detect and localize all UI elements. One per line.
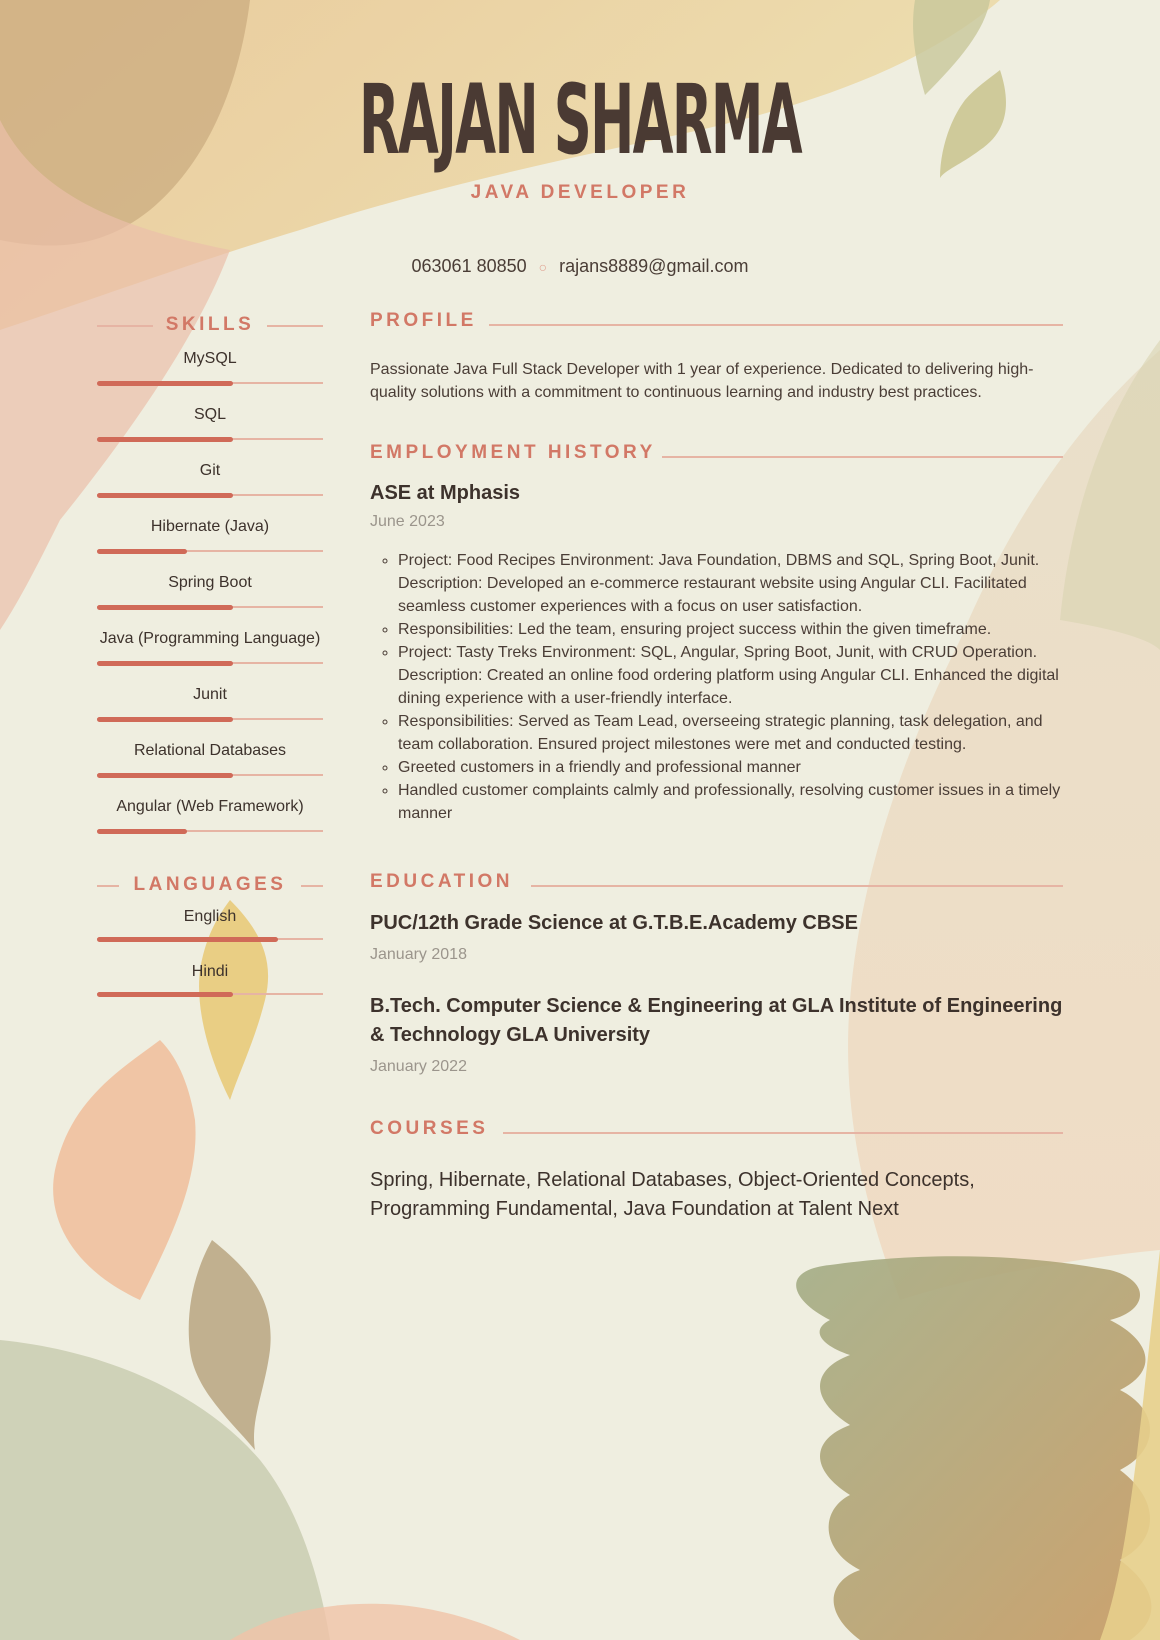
skill-level-fill [97, 437, 233, 442]
skill-item [97, 512, 323, 568]
lang-level-track [97, 938, 323, 940]
job-bullet: ◦ Project: Food Recipes Environment: Java Foundation, DBMS and SQL, Spring Boot, Junit. Description: Developed an e-commerce restaurant website using Angular CLI. Facilitated seamless customer experiences with a focus on user satisfaction. [398, 549, 1063, 618]
profile-text: Passionate Java Full Stack Developer with 1 year of experience. Dedicated to delivering high-quality solutions with a commitment to continuous learning and industry best practices. [370, 361, 1034, 401]
employment-heading-rule [662, 456, 1063, 458]
education-heading [370, 871, 1063, 905]
education-date: January 2018 [370, 946, 467, 963]
skills-heading [97, 310, 323, 344]
lang-level-track [97, 993, 323, 995]
skill-label: Java (Programming Language) [99, 630, 321, 647]
phone-number: 063061 80850 [411, 256, 527, 276]
skill-label: Git [199, 462, 221, 479]
courses-heading-text: COURSES [370, 1118, 489, 1139]
education-title: PUC/12th Grade Science at G.T.B.E.Academy CBSE [370, 912, 858, 934]
profile-heading-rule [489, 324, 1063, 326]
skill-level-fill [97, 829, 187, 834]
skill-item [97, 568, 323, 624]
skill-item [97, 624, 323, 680]
candidate-name: RAJAN SHARMA [359, 64, 801, 176]
skill-level-track [97, 830, 323, 832]
job-bullet: ◦ Project: Tasty Treks Environment: SQL, Angular, Spring Boot, Junit, with CRUD Operation. Description: Created an online food ordering platform using Angular CLI. Enhanced the digital dining experience with a user-friendly interface. [398, 641, 1063, 710]
skill-level-track [97, 438, 323, 440]
skill-level-track [97, 494, 323, 496]
contact-separator-icon: ○ [538, 259, 548, 275]
courses-heading-rule [503, 1132, 1063, 1134]
lang-item [97, 959, 323, 1014]
education-title: B.Tech. Computer Science & Engineering at GLA Institute of Engineering & Technology GLA University [370, 995, 1063, 1046]
job-bullet: ◦ Responsibilities: Led the team, ensuring project success within the given timeframe. [398, 618, 1063, 641]
email-address: rajans8889@gmail.com [559, 256, 749, 276]
job-title: ASE at Mphasis [370, 482, 521, 504]
skill-item [97, 680, 323, 736]
skills-list [97, 344, 323, 848]
job-bullets [370, 549, 1063, 825]
skill-level-track [97, 606, 323, 608]
education-heading-rule [531, 885, 1063, 887]
education-entry [370, 992, 1063, 1076]
skill-level-track [97, 382, 323, 384]
skill-label: SQL [193, 406, 226, 423]
skill-level-track [97, 774, 323, 776]
skill-label: Angular (Web Framework) [116, 798, 304, 815]
skill-label: Spring Boot [168, 574, 252, 591]
contact-line [0, 256, 1160, 277]
courses-text: Spring, Hibernate, Relational Databases, Object-Oriented Concepts, Programming Fundamental, Java Foundation at Talent Next [370, 1169, 975, 1220]
skill-level-track [97, 718, 323, 720]
skill-level-track [97, 662, 323, 664]
skills-heading-text: SKILLS [165, 314, 255, 335]
languages-list [97, 904, 323, 1014]
lang-item [97, 904, 323, 959]
skill-level-fill [97, 605, 233, 610]
main-content [370, 310, 1063, 1224]
languages-section [97, 870, 323, 1014]
employment-heading-text: EMPLOYMENT HISTORY [370, 442, 656, 463]
languages-heading-text: LANGUAGES [133, 874, 287, 895]
job-bullet: ◦ Responsibilities: Served as Team Lead, overseeing strategic planning, task delegation, and team collaboration. Ensured project milestones were met and conducted testing. [398, 710, 1063, 756]
skill-label: Junit [193, 686, 227, 703]
lang-label: Hindi [191, 963, 229, 980]
skill-item [97, 736, 323, 792]
skill-label: Relational Databases [133, 742, 287, 759]
skill-item [97, 344, 323, 400]
job-bullet: ◦ Handled customer complaints calmly and professionally, resolving customer issues in a timely manner [398, 779, 1063, 825]
languages-heading [97, 870, 323, 904]
skill-item [97, 400, 323, 456]
skill-level-track [97, 550, 323, 552]
sidebar [97, 310, 323, 1014]
skill-item [97, 792, 323, 848]
skill-level-fill [97, 717, 233, 722]
skill-level-fill [97, 381, 233, 386]
job-role: JAVA DEVELOPER [470, 182, 690, 203]
lang-level-fill [97, 992, 233, 997]
profile-heading [370, 310, 1063, 344]
skill-level-fill [97, 549, 187, 554]
skill-label: Hibernate (Java) [150, 518, 270, 535]
education-heading-text: EDUCATION [370, 871, 514, 892]
education-date: January 2022 [370, 1058, 467, 1075]
profile-heading-text: PROFILE [370, 310, 477, 331]
education-entry [370, 909, 1063, 964]
job-date: June 2023 [370, 513, 445, 530]
job-bullet: ◦ Greeted customers in a friendly and professional manner [398, 756, 1063, 779]
courses-heading [370, 1118, 1063, 1152]
skill-level-fill [97, 493, 233, 498]
skill-label: MySQL [183, 350, 237, 367]
skill-item [97, 456, 323, 512]
lang-label: English [183, 908, 237, 925]
skill-level-fill [97, 661, 233, 666]
employment-heading [370, 442, 1063, 476]
skill-level-fill [97, 773, 233, 778]
lang-level-fill [97, 937, 278, 942]
